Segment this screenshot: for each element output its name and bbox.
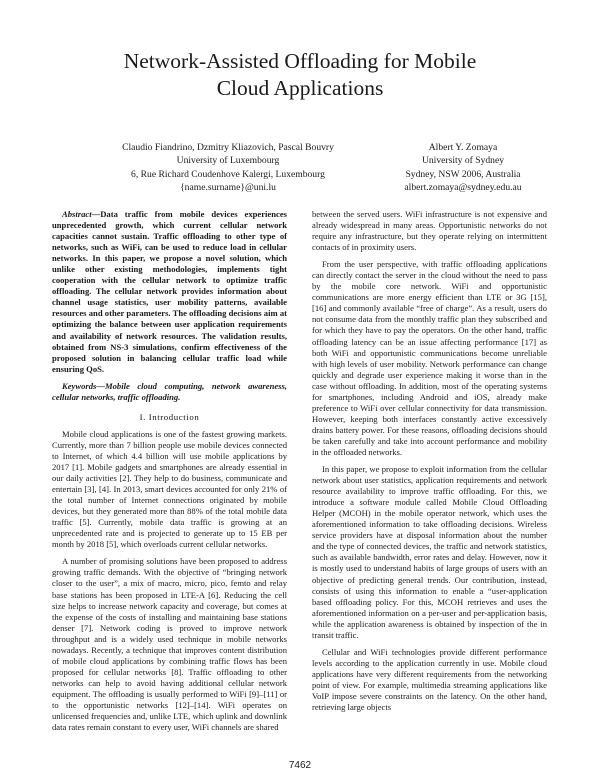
author-email: albert.zomaya@sydney.edu.au bbox=[404, 182, 522, 194]
paragraph: In this paper, we propose to exploit information from the cellular network about user statistics, application requirements and network resource availability to improve traffic offloading. For this, we introduce a software module called Mobile Cloud Offloading Helper (MCOH) in the mobile operator network, which uses the aforementioned information to take offloading decisions. Wireless service providers have at disposal information about the number and the type of connected devices, the traffic and network statistics, such as available bandwidth, error rates and delay. However, now it is mostly used to understand habits of large groups of users with an objective of predicting general trends. Our contribution, instead, consists of using this information to enable a “user-application based offloading policy. For this, MCOH retrieves and uses the aforementioned information on a per-user and per-application basis, while the application awareness is obtained by inspection of the in transit traffic. bbox=[312, 464, 547, 640]
author-names: Claudio Fiandrino, Dzmitry Kliazovich, Pascal Bouvry bbox=[122, 142, 334, 153]
author-address: Sydney, NSW 2006, Australia bbox=[405, 168, 521, 180]
title-line-1: Network-Assisted Offloading for Mobile bbox=[123, 49, 477, 73]
left-column bbox=[52, 209, 287, 739]
section-heading: I. Introduction bbox=[139, 411, 200, 422]
author-email: {name.surname}@uni.lu bbox=[180, 182, 276, 194]
right-column bbox=[312, 209, 547, 719]
paper-title bbox=[0, 48, 600, 102]
author-affiliation: University of Sydney bbox=[421, 155, 505, 167]
title-line-2: Cloud Applications bbox=[216, 76, 384, 100]
paragraph: Cellular and WiFi technologies provide different performance levels according to the application currently in use. Mobile cloud applications have very different requirements from the networking point of view. For example, multimedia streaming applications like VoIP impose severe constraints on the latency. On the other hand, retrieving large objects bbox=[312, 646, 547, 713]
keywords: Keywords—Mobile cloud computing, network awareness, cellular networks, traffic offloading. bbox=[52, 380, 287, 402]
abstract: Abstract—Data traffic from mobile devices experiences unprecedented growth, which current cellular network capacities cannot sustain. Traffic offloading to other type of networks, such as WiFi, can be used to reduce load in cellular networks. In this paper, we propose a novel solution, which unlike other existing methodologies, implements tight cooperation with the cellular network to optimize traffic offloading. The cellular network provides information about channel usage statistics, user mobility patterns, available resources and other parameters. The offloading decisions aim at optimizing the balance between user application requirements and availability of network resources. The validation results, obtained from NS-3 simulations, confirm effectiveness of the proposed solution in balancing cellular traffic load while ensuring QoS. bbox=[52, 209, 287, 374]
author-address: 6, Rue Richard Coudenhove Kalergi, Luxembourg bbox=[131, 168, 325, 180]
paragraph: A number of promising solutions have been proposed to address growing traffic demands. With the objective of “bringing network closer to the user”, a mix of macro, micro, pico, femto and relay base stations has been proposed in LTE-A [6]. Reducing the cell size helps to increase network capacity and coverage, but comes at the expense of the costs of installing and maintaining base stations denser [7]. Network coding is proved to improve network throughput and is a widely used technique in mobile networks nowadays. Recently, a technique that improves content distribution of mobile cloud applications by combining traffic flows has been proposed for cellular networks [8]. Traffic offloading to other networks can help to avoid having additional cellular network equipment. The offloading is usually performed to WiFi [9]–[11] or to the opportunistic networks [12]–[14]. WiFi operates on unlicensed frequencies and, unlike LTE, which uplink and downlink data rates remain constant to every user, WiFi channels are shared bbox=[52, 556, 287, 733]
author-block-left bbox=[100, 141, 356, 195]
author-names: Albert Y. Zomaya bbox=[428, 142, 498, 153]
abstract-text: Data traffic from mobile devices experiences unprecedented growth, which current cellular network capacities cannot sustain. Traffic offloading to other type of networks, such as WiFi, can be used to reduce load in cellular networks. In this paper, we propose a novel solution, which unlike other existing methodologies, implements tight cooperation with the cellular network to optimize traffic offloading. The cellular network provides information about channel usage statistics, user mobility patterns, available resources and other parameters. The offloading decisions aim at optimizing the balance between user application requirements and availability of network resources. The validation results, obtained from NS-3 simulations, confirm effectiveness of the proposed solution in balancing cellular traffic load while ensuring QoS. bbox=[52, 209, 287, 374]
author-affiliation: University of Luxembourg bbox=[176, 155, 280, 167]
paragraph: Mobile cloud applications is one of the fastest growing markets. Currently, more than 7 billion people use mobile devices connected to Internet, of which 4.4 billion will use mobile applications by 2017 [1]. Mobile gadgets and smartphones are already essential in our daily activities [2]. They help to do business, communicate and entertain [3], [4]. In 2013, smart devices accounted for only 21% of the total number of Internet connections originated by mobile devices, but they generated more than 88% of the total mobile data traffic [5]. Currently, mobile data traffic is growing at an unprecedented rate and is projected to generate up to 15 EB per month by 2018 [5], which overloads current cellular networks. bbox=[52, 428, 287, 550]
keywords-text: Mobile cloud computing, network awareness, cellular networks, traffic offloading. bbox=[52, 380, 287, 402]
abstract-label: Abstract bbox=[62, 209, 92, 219]
paragraph: between the served users. WiFi infrastructure is not expensive and already widespread in many areas. Opportunistic networks do not require any infrastructure, but they operate relying on intermittent contacts of in proximity users. bbox=[312, 209, 547, 253]
page-number: 7462 bbox=[288, 760, 312, 771]
author-block-right bbox=[392, 141, 534, 195]
keywords-label: Keywords bbox=[62, 380, 97, 391]
paragraph: From the user perspective, with traffic offloading applications can directly contact the server in the cloud without the need to pass by the mobile core network. WiFi and opportunistic communications are more energy efficient than LTE or 3G [15], [16] and commonly available “free of charge”. As a result, users do not consume data from the monthly traffic plan they subscribed and for which they have to pay the operators. On the other hand, traffic offloading latency can be an issue affecting performance [17] as both WiFi and opportunistic communications become unreliable with high levels of user mobility. Network performance can change quickly and degrade user experience making it worse than in the case without offloading. In addition, most of the operating systems for smartphones, including Android and iOS, already make preference to WiFi over cellular connectivity for data transmission. However, keeping both interfaces constantly active excessively drains battery power. For these reasons, offloading decisions should be taken carefully and take into account performance and mobility in the offloaded networks. bbox=[312, 259, 547, 457]
